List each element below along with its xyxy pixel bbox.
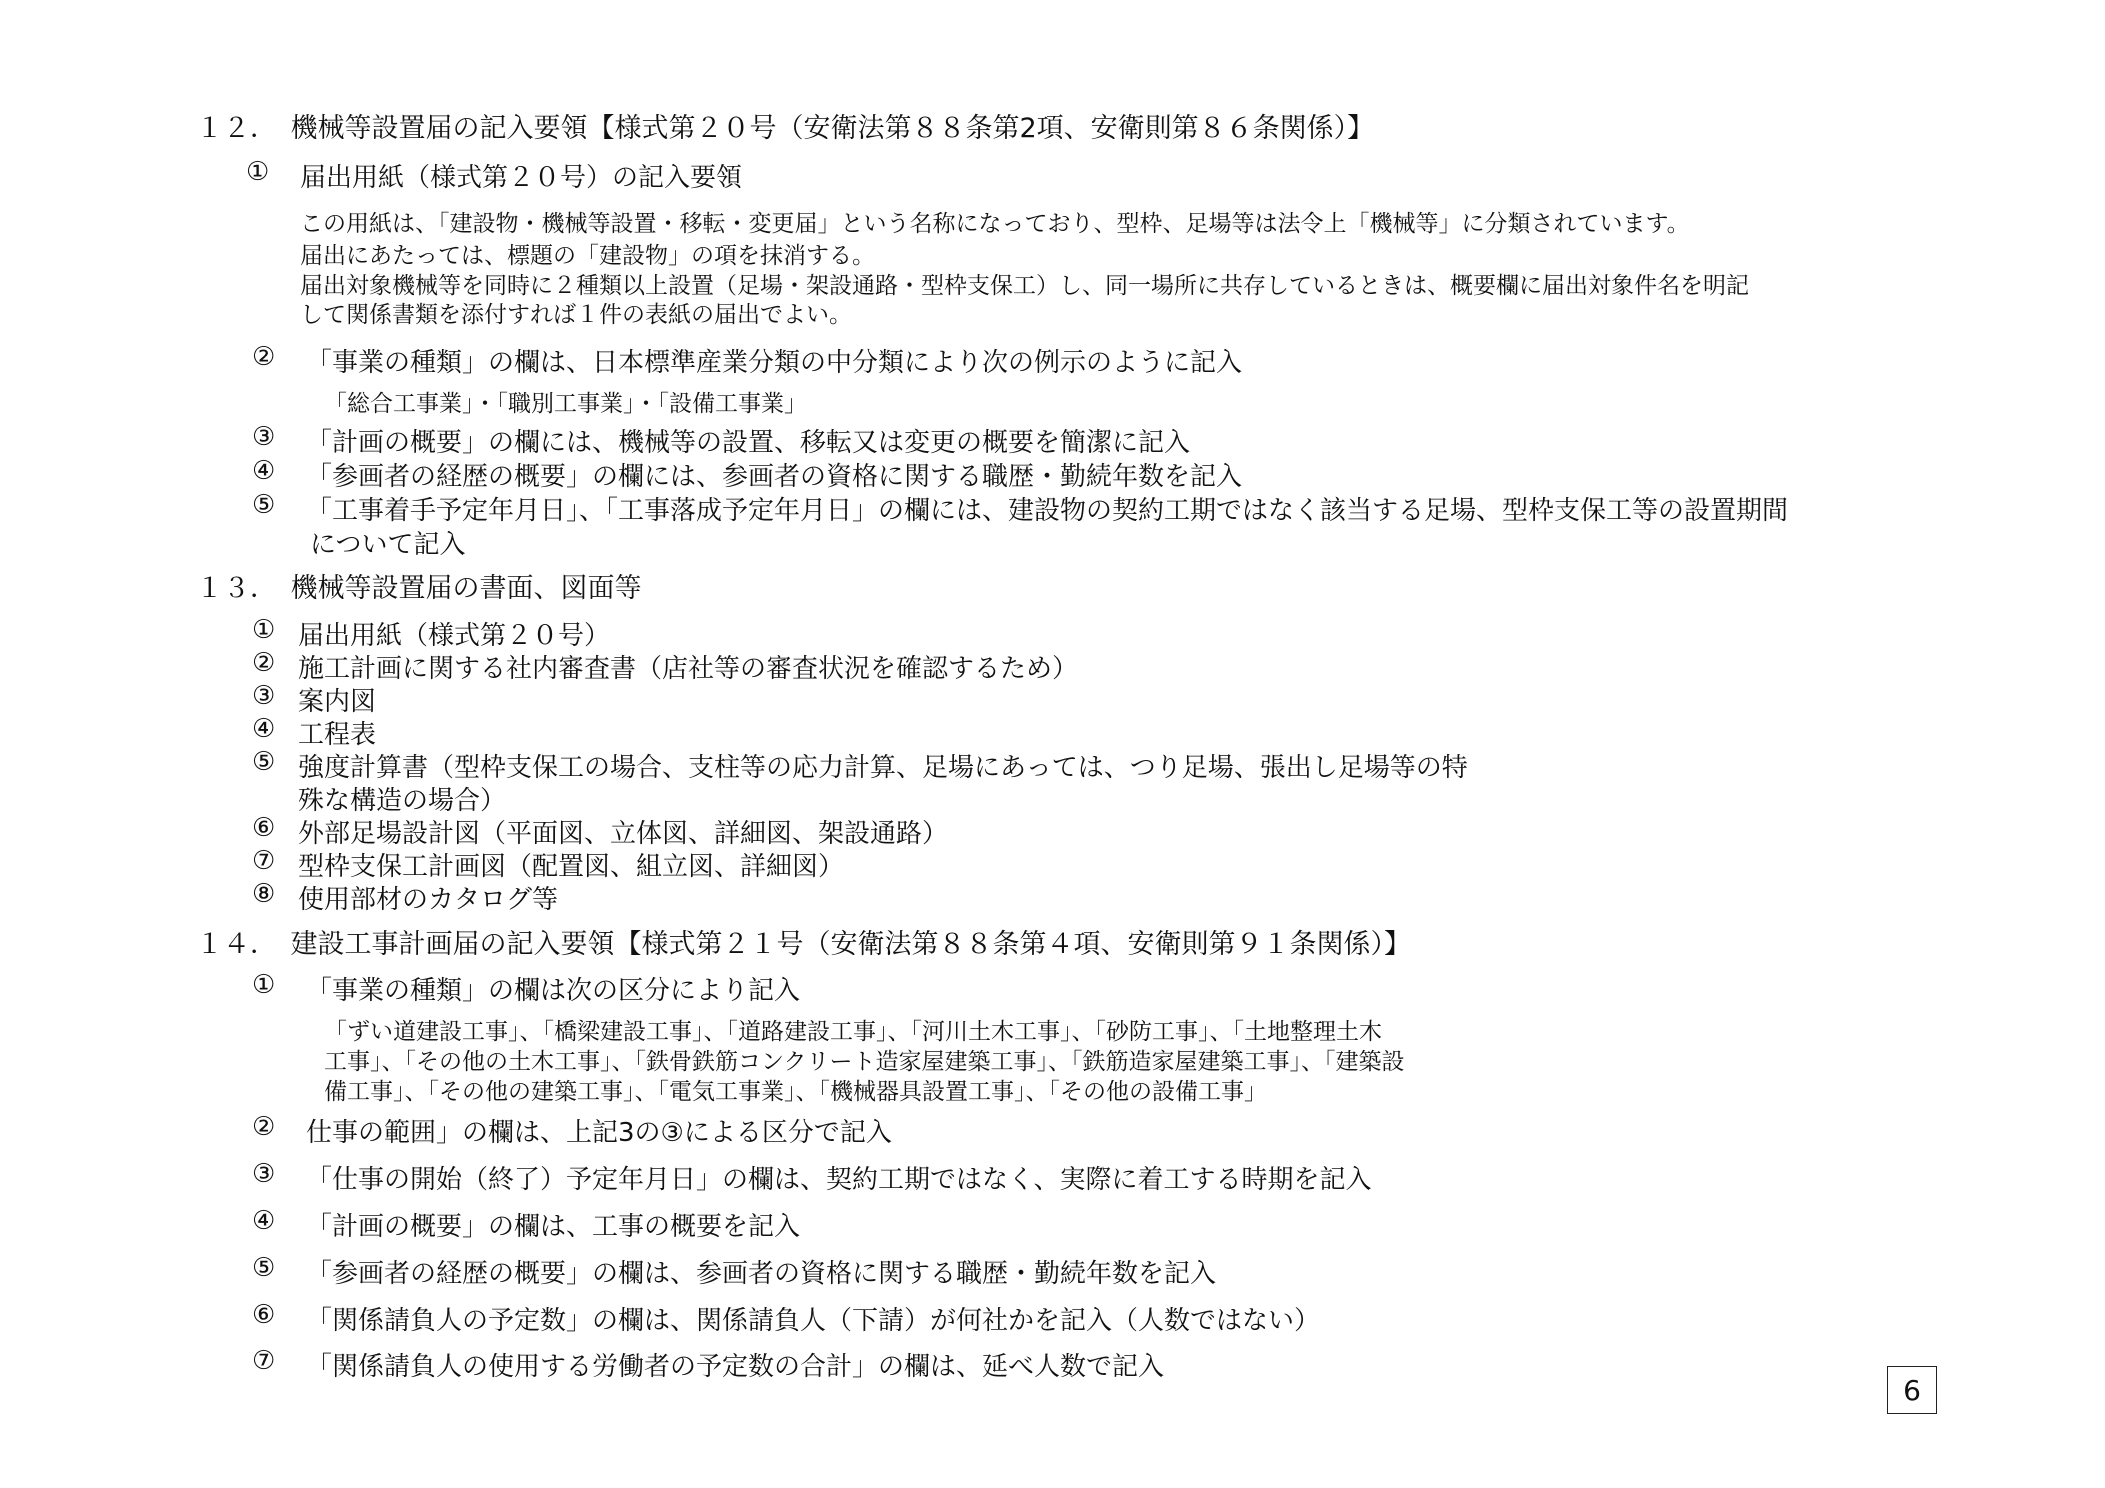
s13-item-4-num: ④: [252, 714, 276, 744]
s14-item-2-num: ②: [252, 1112, 276, 1142]
s13-item-8-num: ⑧: [252, 879, 276, 909]
s12-item-4-text: 「参画者の経歴の概要」の欄には、参画者の資格に関する職歴・勤続年数を記入: [306, 462, 1243, 492]
s12-item-3-num: ③: [252, 422, 276, 452]
s13-item-3-text: 案内図: [298, 687, 377, 717]
s14-item-1-example-line: 備工事」、「その他の建築工事」、「電気工事業」、「機械器具設置工事」、「その他の設備工事」: [324, 1079, 1267, 1105]
s13-item-6-text: 外部足場設計図（平面図、立体図、詳細図、架設通路）: [298, 819, 949, 849]
s12-item-1-para-line: 届出にあたっては、標題の「建設物」の項を抹消する。: [300, 243, 875, 269]
s13-item-3-num: ③: [252, 681, 276, 711]
s12-item-2-text: 「事業の種類」の欄は、日本標準産業分類の中分類により次の例示のように記入: [306, 348, 1243, 378]
s13-item-1-text: 届出用紙（様式第２０号）: [298, 621, 611, 651]
s14-item-1-num: ①: [252, 970, 276, 1000]
s14-item-3-num: ③: [252, 1159, 276, 1189]
s13-item-1-num: ①: [252, 615, 276, 645]
s12-item-1-para-line: して関係書類を添付すれば１件の表紙の届出でよい。: [300, 302, 852, 328]
s14-item-4-text: 「計画の概要」の欄は、工事の概要を記入: [306, 1212, 801, 1242]
s12-item-1-para-line: この用紙は、「建設物・機械等設置・移転・変更届」という名称になっており、型枠、足場等は法令上「機械等」に分類されています。: [300, 211, 1690, 237]
s13-item-7-num: ⑦: [252, 846, 276, 876]
s14-item-1-example-line: 「ずい道建設工事」、「橋梁建設工事」、「道路建設工事」、「河川土木工事」、「砂防工事」、「土地整理土木: [324, 1019, 1382, 1045]
s13-item-5-num: ⑤: [252, 747, 276, 777]
s12-item-1-text: 届出用紙（様式第２０号）の記入要領: [300, 163, 743, 193]
section-13-heading: １３． 機械等設置届の書面、図面等: [196, 573, 642, 604]
s13-item-8-text: 使用部材のカタログ等: [298, 885, 559, 915]
s13-item-2-num: ②: [252, 648, 276, 678]
s12-item-2-num: ②: [252, 342, 276, 372]
s14-item-2-text: 仕事の範囲」の欄は、上記3の③による区分で記入: [306, 1118, 892, 1148]
s14-item-6-text: 「関係請負人の予定数」の欄は、関係請負人（下請）が何社かを記入（人数ではない）: [306, 1306, 1321, 1336]
s13-item-5-text: 強度計算書（型枠支保工の場合、支柱等の応力計算、足場にあっては、つり足場、張出し足場等の特: [298, 753, 1468, 783]
s12-item-3-text: 「計画の概要」の欄には、機械等の設置、移転又は変更の概要を簡潔に記入: [306, 428, 1191, 458]
s14-item-7-num: ⑦: [252, 1346, 276, 1376]
s14-item-1-example-line: 工事」、「その他の土木工事」、「鉄骨鉄筋コンクリート造家屋建築工事」、「鉄筋造家屋建築工事」、「建築設: [324, 1049, 1405, 1075]
s12-item-1-para-line: 届出対象機械等を同時に２種類以上設置（足場・架設通路・型枠支保工）し、同一場所に共存しているときは、概要欄に届出対象件名を明記: [300, 273, 1749, 299]
s13-item-2-text: 施工計画に関する社内審査書（店社等の審査状況を確認するため）: [298, 654, 1079, 684]
s14-item-5-text: 「参画者の経歴の概要」の欄は、参画者の資格に関する職歴・勤続年数を記入: [306, 1259, 1217, 1289]
s14-item-5-num: ⑤: [252, 1253, 276, 1283]
s14-item-1-text: 「事業の種類」の欄は次の区分により記入: [306, 976, 801, 1006]
s12-item-5-num: ⑤: [252, 490, 276, 520]
s14-item-7-text: 「関係請負人の使用する労働者の予定数の合計」の欄は、延べ人数で記入: [306, 1352, 1165, 1382]
s12-item-4-num: ④: [252, 456, 276, 486]
s13-item-7-text: 型枠支保工計画図（配置図、組立図、詳細図）: [298, 852, 845, 882]
s14-item-3-text: 「仕事の開始（終了）予定年月日」の欄は、契約工期ではなく、実際に着工する時期を記入: [306, 1165, 1372, 1195]
s13-item-4-text: 工程表: [298, 720, 377, 750]
s12-item-1-num: ①: [246, 157, 270, 187]
s14-item-4-num: ④: [252, 1206, 276, 1236]
s13-item-5-cont: 殊な構造の場合）: [298, 786, 507, 816]
s12-item-2-example: 「総合工事業」・「職別工事業」・「設備工事業」: [324, 391, 807, 417]
section-12-heading: １２． 機械等設置届の記入要領【様式第２０号（安衛法第８８条第2項、安衛則第８６条関係）】: [196, 113, 1375, 144]
section-14-heading: １４． 建設工事計画届の記入要領【様式第２１号（安衛法第８８条第４項、安衛則第９１条関係）】: [196, 929, 1411, 960]
s14-item-6-num: ⑥: [252, 1300, 276, 1330]
s13-item-6-num: ⑥: [252, 813, 276, 843]
s12-item-5-cont: について記入: [310, 530, 466, 560]
s12-item-5-text: 「工事着手予定年月日」、「工事落成予定年月日」の欄には、建設物の契約工期ではなく該当する足場、型枠支保工等の設置期間: [306, 496, 1789, 526]
page-number: 6: [1887, 1366, 1937, 1414]
